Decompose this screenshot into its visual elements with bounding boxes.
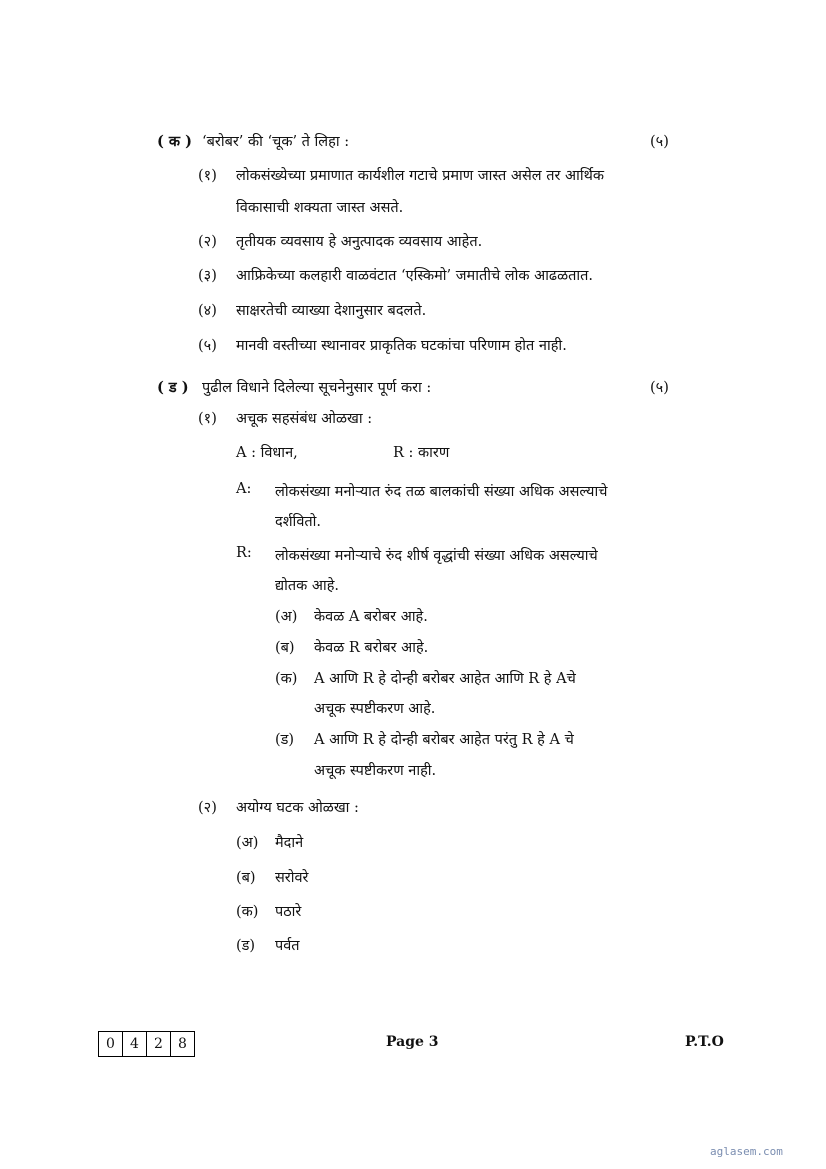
d-q1-opt-d-num: (ड)	[275, 732, 295, 748]
d-q2-opt-a-text: मैदाने	[275, 835, 304, 851]
k-item-3-num: (३)	[198, 268, 217, 284]
watermark: aglasem.com	[710, 1145, 783, 1158]
k-item-4-num: (४)	[198, 303, 217, 319]
d-q1-opt-a-text: केवळ A बरोबर आहे.	[314, 609, 428, 625]
k-item-2-text: तृतीयक व्यवसाय हे अनुत्पादक व्यवसाय आहेत.	[236, 234, 483, 250]
d-q2-opt-d-num: (ड)	[236, 938, 256, 954]
d-q1-r-label: R:	[236, 545, 252, 561]
k-item-1-line2: विकासाची शक्यता जास्त असते.	[236, 200, 404, 216]
section-k-title: ‘बरोबर’ की ‘चूक’ ते लिहा :	[202, 134, 350, 150]
section-d-label: ( ड )	[157, 379, 189, 396]
paper-code-box	[98, 1031, 195, 1057]
d-q2-opt-k-text: पठारे	[275, 904, 302, 920]
k-item-3-text: आफ्रिकेच्या कलहारी वाळवंटात ‘एस्किमो’ जमातीचे लोक आढळतात.	[236, 268, 594, 284]
paper-code-digit: 2	[147, 1032, 171, 1056]
d-q1-r-legend: R : कारण	[393, 445, 450, 461]
section-k-marks: (५)	[650, 134, 669, 150]
k-item-5-text: मानवी वस्तीच्या स्थानावर प्राकृतिक घटकांचा परिणाम होत नाही.	[236, 338, 567, 354]
d-q1-r-line1: लोकसंख्या मनोऱ्याचे रुंद शीर्ष वृद्धांची संख्या अधिक असल्याचे	[275, 548, 598, 564]
d-q1-a-label: A:	[236, 481, 252, 497]
d-q1-opt-d-line1: A आणि R हे दोन्ही बरोबर आहेत परंतु R हे A चे	[314, 732, 574, 748]
d-q2-opt-a-num: (अ)	[236, 835, 259, 851]
k-item-5-num: (५)	[198, 338, 217, 354]
k-item-4-text: साक्षरतेची व्याख्या देशानुसार बदलते.	[236, 303, 427, 319]
section-k-label: ( क )	[157, 133, 192, 150]
d-q1-opt-d-line2: अचूक स्पष्टीकरण नाही.	[314, 763, 437, 779]
section-d-marks: (५)	[650, 380, 669, 396]
d-q1-a-legend: A : विधान,	[236, 445, 298, 461]
d-q1-opt-b-text: केवळ R बरोबर आहे.	[314, 640, 429, 656]
k-item-1-num: (१)	[198, 168, 217, 184]
d-q1-a-line1: लोकसंख्या मनोऱ्यात रुंद तळ बालकांची संख्या अधिक असल्याचे	[275, 484, 608, 500]
d-q2-num: (२)	[198, 800, 217, 816]
d-q1-opt-k-num: (क)	[275, 671, 298, 687]
paper-code-digit: 8	[178, 1036, 187, 1052]
d-q1-opt-b-num: (ब)	[275, 640, 295, 656]
d-q1-a-line2: दर्शवितो.	[275, 514, 322, 530]
pto-label: P.T.O	[685, 1034, 724, 1050]
d-q1-title: अचूक सहसंबंध ओळखा :	[236, 411, 373, 427]
k-item-1-line1: लोकसंख्येच्या प्रमाणात कार्यशील गटाचे प्रमाण जास्त असेल तर आर्थिक	[236, 168, 605, 184]
d-q1-r-line2: द्योतक आहे.	[275, 578, 340, 594]
d-q1-opt-a-num: (अ)	[275, 609, 298, 625]
d-q2-opt-b-text: सरोवरे	[275, 870, 309, 886]
paper-code-digit: 4	[123, 1032, 147, 1056]
d-q2-opt-d-text: पर्वत	[275, 938, 300, 954]
d-q2-opt-b-num: (ब)	[236, 870, 256, 886]
d-q1-num: (१)	[198, 411, 217, 427]
k-item-2-num: (२)	[198, 234, 217, 250]
d-q1-opt-k-line2: अचूक स्पष्टीकरण आहे.	[314, 701, 436, 717]
d-q1-opt-k-line1: A आणि R हे दोन्ही बरोबर आहेत आणि R हे Aचे	[314, 671, 576, 687]
d-q2-opt-k-num: (क)	[236, 904, 259, 920]
d-q2-title: अयोग्य घटक ओळखा :	[236, 800, 359, 816]
section-d-title: पुढील विधाने दिलेल्या सूचनेनुसार पूर्ण करा :	[202, 380, 432, 396]
paper-code-digit: 0	[99, 1032, 123, 1056]
page-number: Page 3	[386, 1034, 439, 1050]
